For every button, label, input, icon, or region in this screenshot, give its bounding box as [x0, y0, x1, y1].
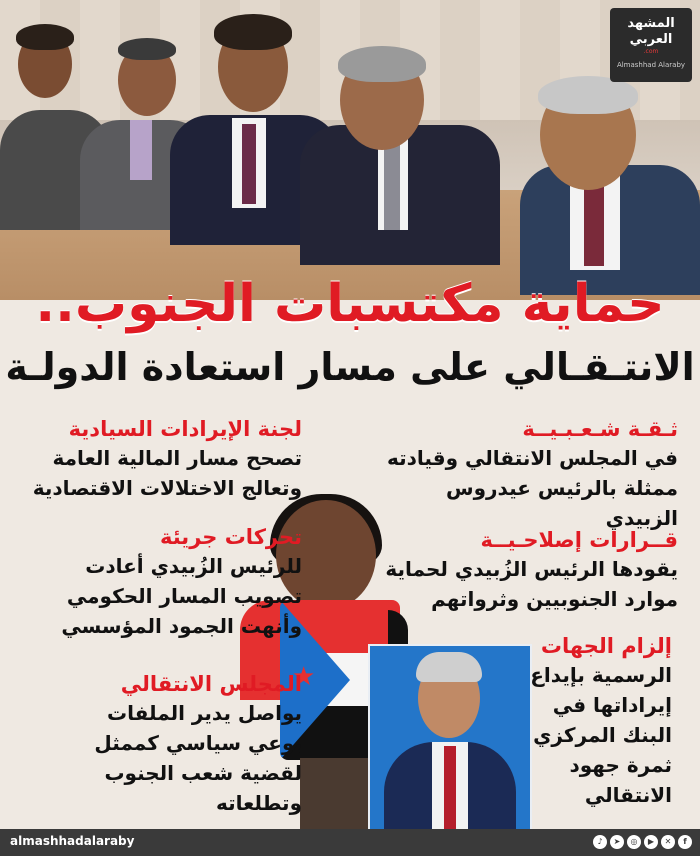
telegram-icon[interactable]: ➤ [610, 835, 624, 849]
logo-name-line1: المشهد [627, 16, 675, 31]
section-heading: ثـقـة شـعـبـيــة [522, 417, 678, 441]
social-icons [593, 835, 692, 849]
section-heading: تحركات جريئة [160, 525, 302, 549]
section-line: ممثلة بالرئيس عيدروس الزبيدي [445, 476, 678, 530]
section-line: وأنهت الجمود المؤسسي [61, 614, 302, 638]
right-section-3 [502, 632, 672, 810]
youtube-icon[interactable]: ▶ [644, 835, 658, 849]
flag-star-icon: ★ [292, 662, 316, 692]
section-line: للرئيس الزُبيدي أعادت [85, 554, 302, 578]
left-section-3 [12, 670, 302, 818]
right-section-2 [378, 526, 678, 614]
section-heading: المجلس الانتقالي [120, 672, 302, 696]
section-line: بوعي سياسي كممثل [94, 731, 302, 755]
section-heading: لجنة الإيرادات السيادية [68, 417, 302, 441]
section-line: البنك المركزي [533, 723, 672, 747]
section-line: إيراداتها في [552, 693, 672, 717]
section-heading: قــرارات إصلاحـيــة [480, 528, 678, 552]
section-line: موارد الجنوبيين وثرواتهم [431, 587, 678, 611]
headline-primary: حماية مكتسبات الجنوب.. [35, 274, 665, 334]
section-line: الانتقالي [584, 783, 672, 807]
tiktok-icon[interactable]: ♪ [593, 835, 607, 849]
section-line: الرسمية بإيداع [530, 663, 672, 687]
footer-bar [0, 829, 700, 856]
footer-handle: almashhadalaraby [10, 834, 135, 848]
section-line: وتطلعاته [215, 791, 302, 815]
section-line: في المجلس الانتقالي وقيادته [386, 446, 678, 470]
right-section-1 [378, 415, 678, 533]
section-line: ثمرة جهود [569, 753, 672, 777]
logo-latin: Almashhad Alaraby [616, 61, 686, 69]
section-line: لقضية شعب الجنوب [104, 761, 302, 785]
logo-dotcom: .com [643, 48, 659, 55]
section-line: يواصل يدير الملفات [107, 701, 302, 725]
section-line: تصويب المسار الحكومي [66, 584, 302, 608]
facebook-icon[interactable]: f [678, 835, 692, 849]
left-section-1 [12, 415, 302, 503]
brand-logo [610, 8, 692, 82]
logo-name-line2: العربي [629, 32, 673, 47]
twitter-icon[interactable]: ✕ [661, 835, 675, 849]
meeting-photo [0, 0, 700, 300]
section-line: تصحح مسار المالية العامة [52, 446, 302, 470]
headline-secondary: الانتـقـالي على مسار استعادة الدولـة [5, 345, 695, 389]
left-section-2 [12, 523, 302, 641]
instagram-icon[interactable]: ◎ [627, 835, 641, 849]
section-line: يقودها الرئيس الزُبيدي لحماية [385, 557, 678, 581]
section-heading: إلزام الجهات [540, 634, 672, 658]
section-line: وتعالج الاختلالات الاقتصادية [32, 476, 302, 500]
